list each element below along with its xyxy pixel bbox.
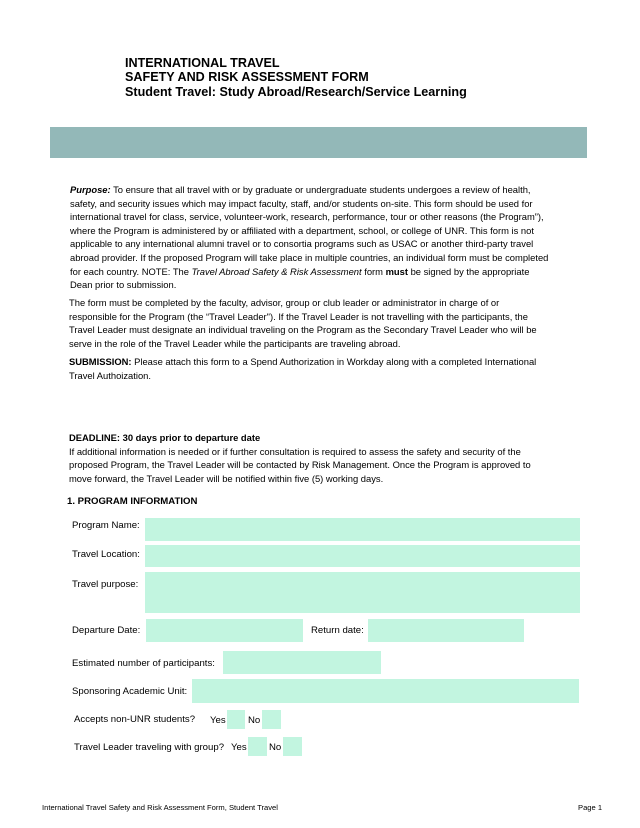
participants-input[interactable]: [223, 651, 381, 674]
deadline-text: If additional information is needed or if further consultation is required to assess the safety and security of the proposed Program, the Travel Leader will be contacted by Risk Management. Once the Program is approved to move forward, the Travel Leader will be notified within five (5) working days.: [69, 445, 531, 484]
footer-text: International Travel Safety and Risk Assessment Form, Student Travel: [42, 803, 278, 812]
travel-purpose-input[interactable]: [145, 572, 580, 613]
leader-traveling-no-checkbox[interactable]: [283, 737, 302, 756]
deadline-label: DEADLINE: 30 days prior to departure date: [69, 432, 261, 443]
title-line-3: Student Travel: Study Abroad/Research/Service Learning: [125, 84, 467, 99]
travel-purpose-label: Travel purpose:: [72, 579, 139, 590]
leader-traveling-label: Travel Leader traveling with group?: [74, 742, 225, 753]
purpose-label: Purpose:: [70, 184, 111, 195]
leader-traveling-yes-checkbox[interactable]: [248, 737, 267, 756]
purpose-text-a: To ensure that all travel with or by graduate or undergraduate students undergoes a review of health, safety, and security issues which may impact faculty, staff, and/or students on-site. This form should be used for international travel for class, service, volunteer-work, research, performance, tour or other reasons (the Program”), where the Program is administered by or affiliated with a department, school, or college of UNR. This form is not applicable to any international alumni travel or to consortia programs such as USAC or another third-party travel abroad provider. If the proposed Program will take place in multiple countries, an individual form must be completed for each country. NOTE: The: [70, 184, 549, 277]
submission-paragraph: [69, 355, 551, 382]
travel-location-label: Travel Location:: [72, 549, 140, 560]
departure-date-input[interactable]: [146, 619, 303, 642]
travel-location-input[interactable]: [145, 545, 580, 567]
purpose-paragraph: [70, 183, 552, 292]
program-name-label: Program Name:: [72, 520, 140, 531]
submission-text: Please attach this form to a Spend Authorization in Workday along with a completed International Travel Authoization.: [69, 356, 537, 381]
participants-label: Estimated number of participants:: [72, 658, 215, 669]
non-unr-no-label: No: [248, 715, 261, 726]
sponsoring-unit-label: Sponsoring Academic Unit:: [72, 686, 188, 697]
title-line-2: SAFETY AND RISK ASSESSMENT FORM: [125, 70, 369, 85]
departure-date-label: Departure Date:: [72, 625, 141, 636]
page-number: Page 1: [578, 803, 603, 812]
non-unr-yes-checkbox[interactable]: [227, 710, 245, 729]
return-date-input[interactable]: [368, 619, 524, 642]
section-program-information: 1. PROGRAM INFORMATION: [67, 496, 198, 507]
purpose-text-b: form: [361, 265, 386, 277]
sponsoring-unit-input[interactable]: [192, 679, 579, 703]
leader-traveling-yes-label: Yes: [231, 742, 247, 753]
return-date-label: Return date:: [311, 625, 364, 636]
purpose-text-c: be signed by the appropriate Dean prior to submission.: [70, 265, 530, 291]
title-line-1: INTERNATIONAL TRAVEL: [125, 56, 280, 70]
purpose-must: must: [385, 265, 408, 277]
leader-traveling-no-label: No: [269, 742, 282, 753]
purpose-form-name: Travel Abroad Safety & Risk Assessment: [191, 265, 362, 277]
deadline-section: [69, 431, 551, 485]
submission-label: SUBMISSION:: [69, 356, 132, 367]
leader-paragraph: The form must be completed by the faculty, advisor, group or club leader or administrator in charge of or responsible for the Program (the “Travel Leader"). If the Travel Leader is not travelling with the participants, the Travel Leader must designate an individual traveling on the Program as the Secondary Travel Leader who will be serve in the role of the Travel Leader while the participants are traveling abroad.: [69, 297, 537, 349]
program-name-input[interactable]: [145, 518, 580, 541]
non-unr-label: Accepts non-UNR students?: [74, 714, 196, 725]
non-unr-yes-label: Yes: [210, 715, 226, 726]
non-unr-no-checkbox[interactable]: [262, 710, 281, 729]
header-banner: [50, 127, 587, 158]
form-title: [125, 56, 467, 99]
